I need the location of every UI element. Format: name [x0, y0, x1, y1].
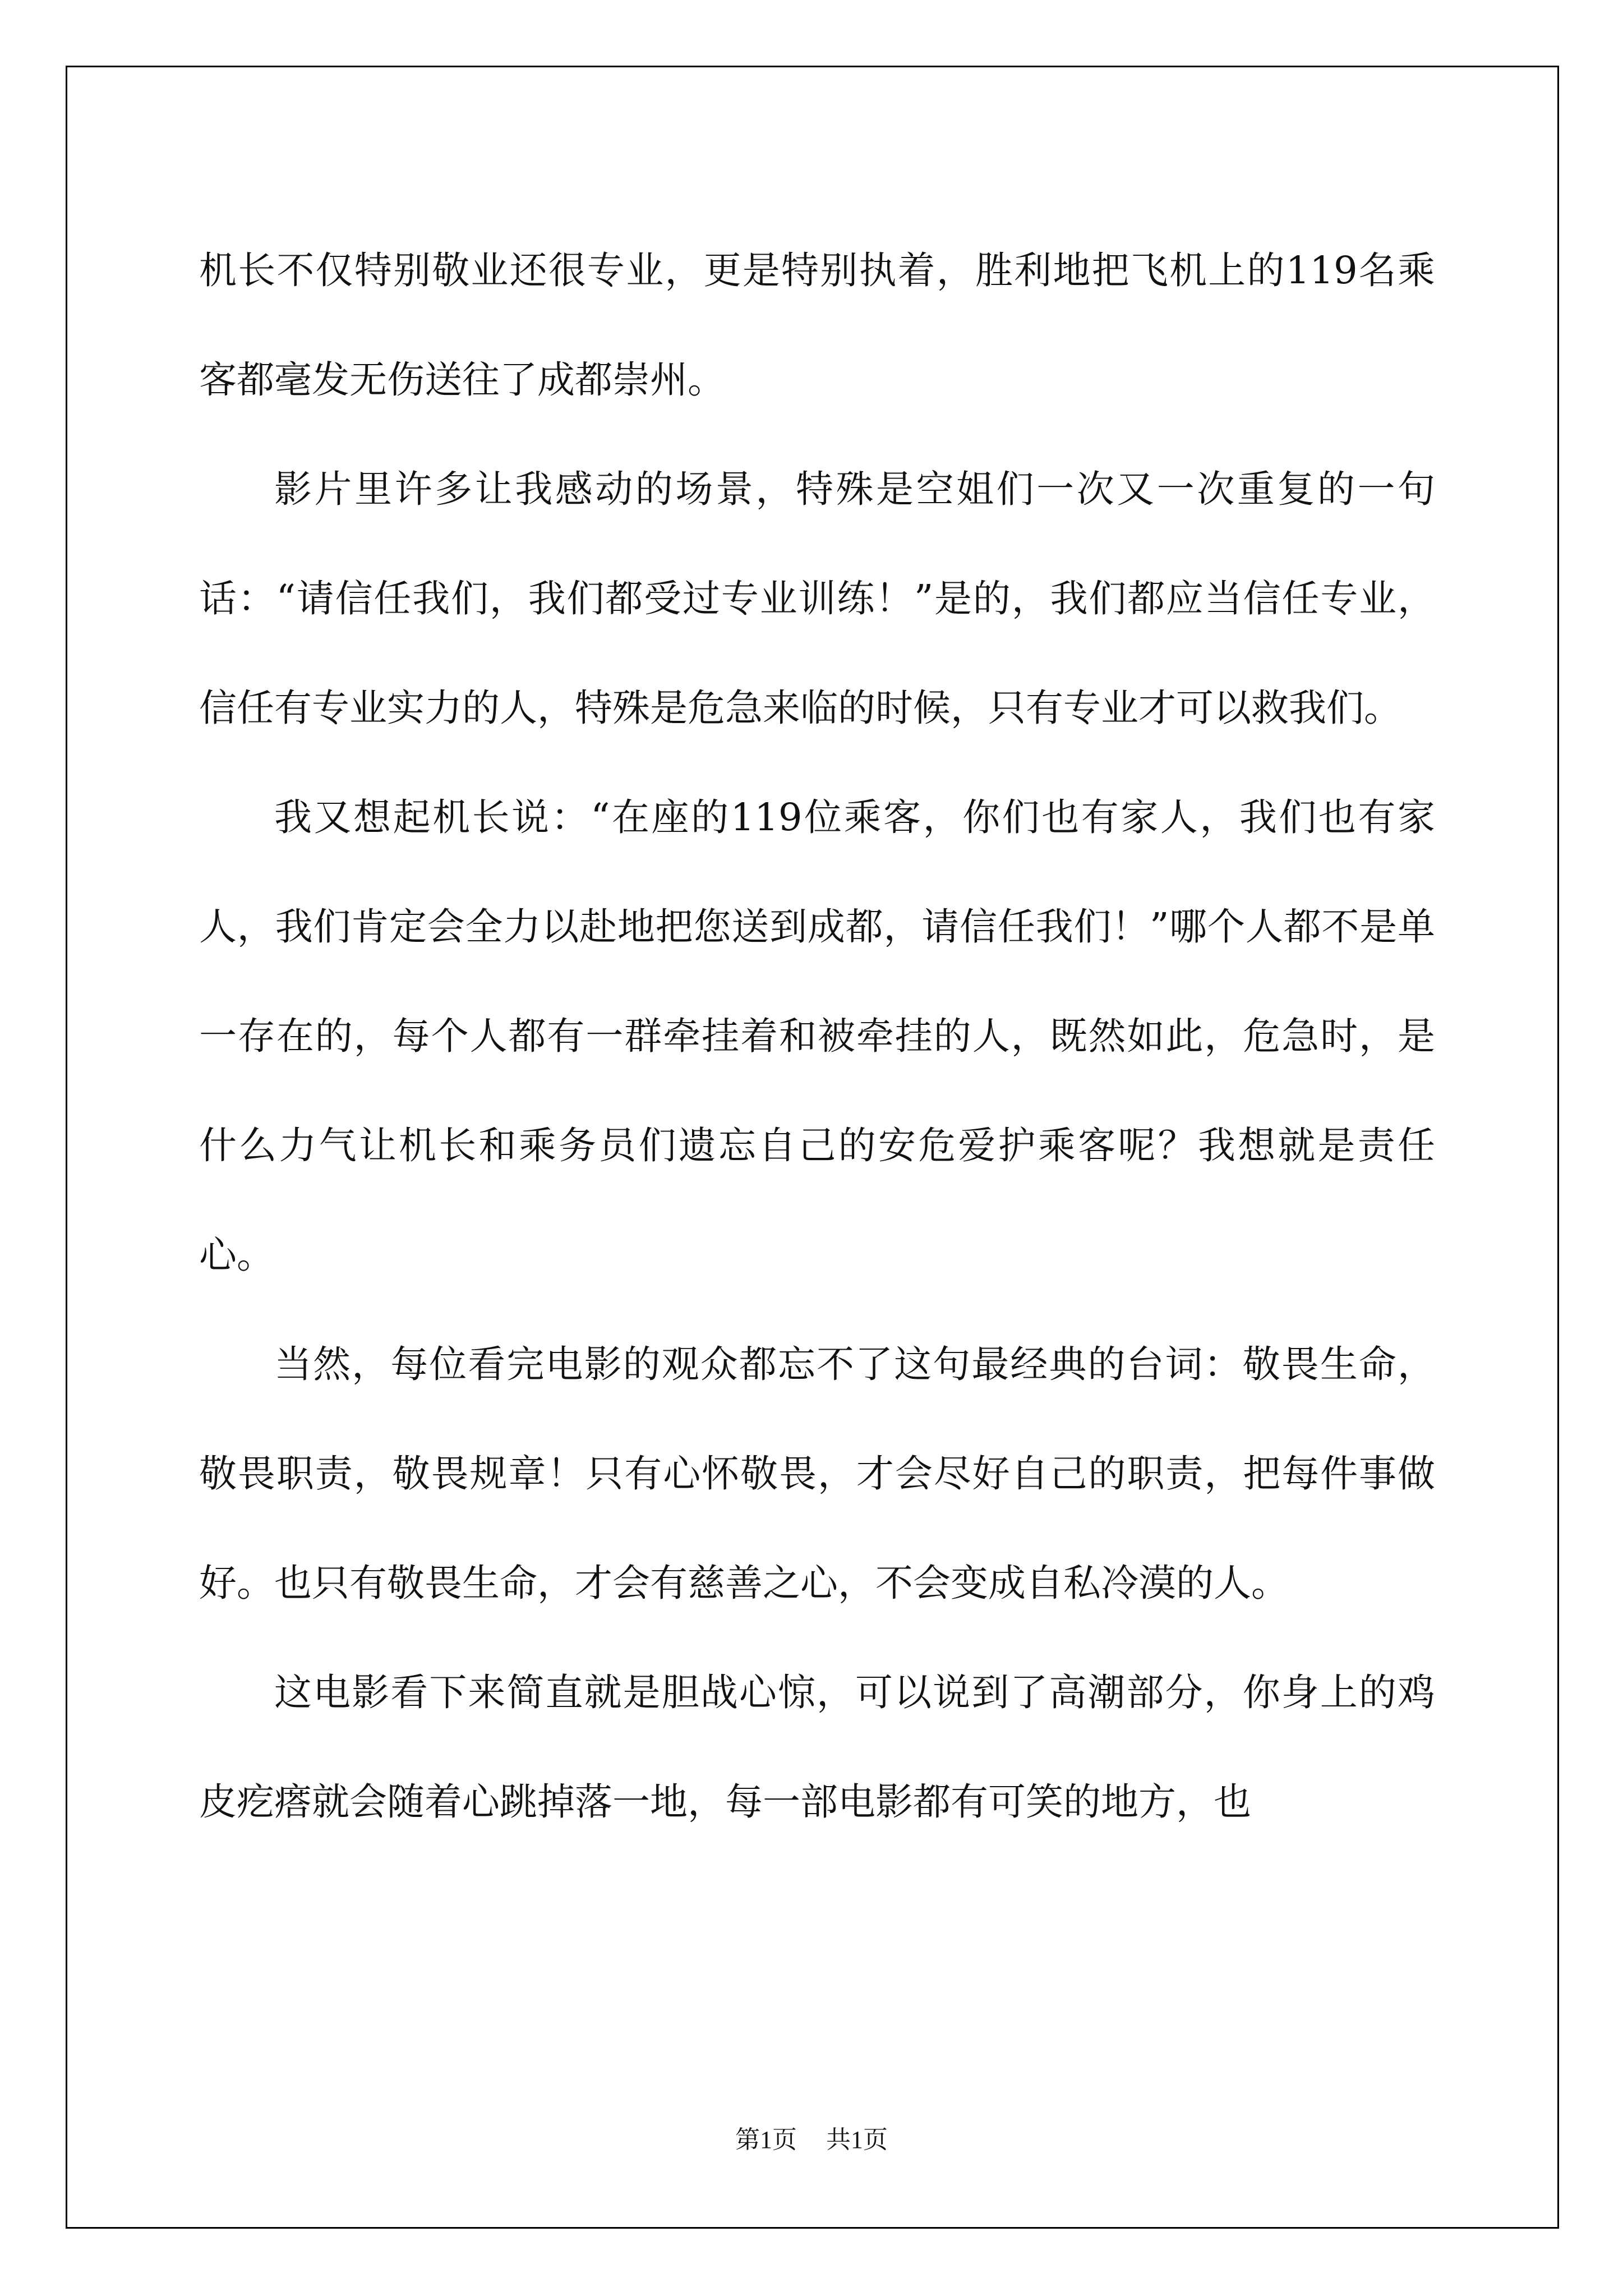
- page-total: 共1页: [826, 2126, 888, 2154]
- paragraph-4: 当然，每位看完电影的观众都忘不了这句最经典的台词：敬畏生命，敬畏职责，敬畏规章！只有心怀敬畏，才会尽好自己的职责，把每件事做好。也只有敬畏生命，才会有慈善之心，不会变成自私冷漠的人。: [199, 1342, 1435, 1605]
- paragraph-3: 我又想起机长说：“在座的119位乘客，你们也有家人，我们也有家人，我们肯定会全力以赴地把您送到成都，请信任我们！”哪个人都不是单一存在的，每个人都有一群牵挂着和被牵挂的人，既然如此，危急时，是什么力气让机长和乘务员们遗忘自己的安危爱护乘客呢？我想就是责任心。: [199, 795, 1435, 1277]
- paragraph-2: 影片里许多让我感动的场景，特殊是空姐们一次又一次重复的一句话：“请信任我们，我们都受过专业训练！”是的，我们都应当信任专业，信任有专业实力的人，特殊是危急来临的时候，只有专业才可以救我们。: [199, 467, 1435, 730]
- document-body: [199, 216, 1435, 1857]
- paragraph-5: 这电影看下来简直就是胆战心惊，可以说到了高潮部分，你身上的鸡皮疙瘩就会随着心跳掉落一地，每一部电影都有可笑的地方，也: [199, 1671, 1435, 1824]
- page-footer: [0, 2123, 1623, 2157]
- paragraph-1: 机长不仅特别敬业还很专业，更是特别执着，胜利地把飞机上的119名乘客都毫发无伤送往了成都崇州。: [199, 249, 1435, 402]
- page-number: 第1页: [735, 2126, 797, 2154]
